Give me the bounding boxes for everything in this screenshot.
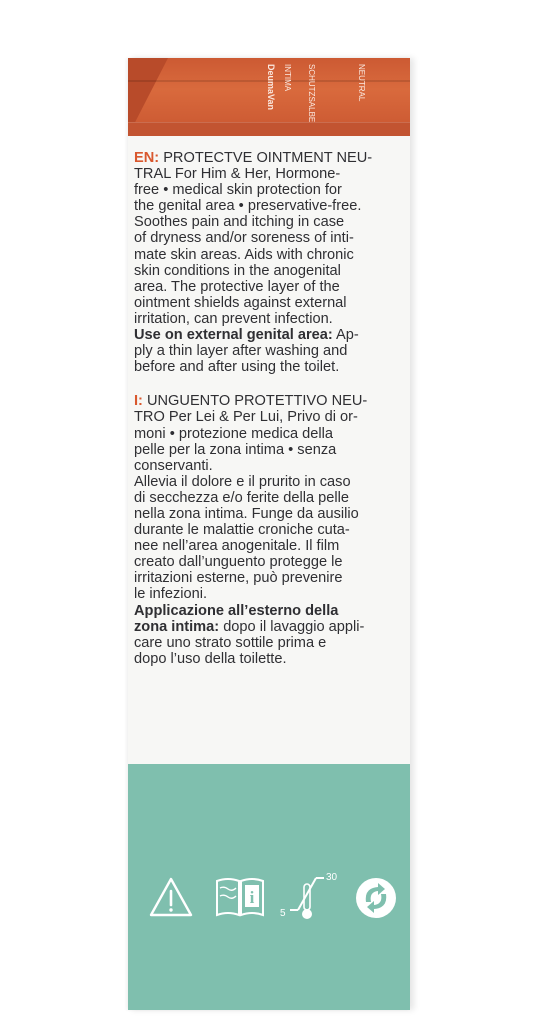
it-body-line: irritazioni esterne, può prevenire bbox=[134, 570, 343, 587]
it-use-line bbox=[134, 619, 406, 635]
it-title-1: UNGUENTO PROTETTIVO NEU- bbox=[142, 393, 368, 410]
it-use-label-2: zona intima: bbox=[134, 618, 220, 635]
it-body-line: durante le malattie croniche cuta- bbox=[134, 522, 350, 539]
en-title-line bbox=[134, 150, 406, 166]
info-glyph: i bbox=[249, 888, 255, 907]
flap-brand-text: DeumaVan bbox=[266, 64, 276, 111]
it-body-line: le infezioni. bbox=[134, 586, 208, 603]
it-body-line: conservanti. bbox=[134, 457, 213, 474]
it-body-0: • protezione medica della bbox=[165, 425, 333, 442]
en-title-3: free bbox=[134, 182, 160, 199]
temp-min-label: 5 bbox=[280, 908, 286, 919]
en-use-line: before and after using the toilet. bbox=[134, 359, 340, 376]
en-body-line: of dryness and/or soreness of inti- bbox=[134, 230, 354, 247]
it-body-line: di secchezza e/o ferite della pelle bbox=[134, 489, 349, 506]
symbol-row bbox=[140, 870, 400, 926]
it-body-line: Allevia il dolore e il prurito in caso bbox=[134, 473, 351, 490]
en-use-label: Use on external genital area: bbox=[134, 327, 333, 344]
it-use-line: dopo l’uso della toilette. bbox=[134, 650, 287, 667]
it-use-line: care uno strato sottile prima e bbox=[134, 634, 327, 651]
en-use-text-1: Ap- bbox=[332, 327, 359, 344]
en-title-1: PROTECTVE OINTMENT NEU- bbox=[159, 150, 373, 166]
en-body-line: ointment shields against external bbox=[134, 294, 347, 311]
recycle-icon bbox=[354, 876, 398, 920]
en-body-line: mate skin areas. Aids with chronic bbox=[134, 246, 354, 263]
read-instructions-icon bbox=[214, 874, 266, 920]
flap-product-text: SCHUTZSALBE bbox=[307, 64, 316, 123]
en-use-line bbox=[134, 327, 406, 343]
flap-variant-text: NEUTRAL bbox=[357, 64, 366, 102]
label-text bbox=[134, 150, 406, 667]
en-use-line: ply a thin layer after washing and bbox=[134, 343, 348, 360]
en-body-line: area. The protective layer of the bbox=[134, 278, 340, 295]
it-title-line bbox=[134, 393, 406, 409]
it-body-line: creato dall’unguento protegge le bbox=[134, 554, 343, 571]
en-code: EN: bbox=[134, 150, 160, 166]
en-title-line bbox=[134, 182, 406, 198]
it-body-line: nella zona intima. Funge da ausilio bbox=[134, 505, 359, 522]
it-body-line: pelle per la zona intima • senza bbox=[134, 441, 337, 458]
temperature-limit-icon bbox=[280, 870, 344, 926]
en-body-line: skin conditions in the anogenital bbox=[134, 262, 341, 279]
en-title-line: TRAL For Him & Her, Hormone- bbox=[134, 166, 341, 183]
it-title-3: moni bbox=[134, 425, 166, 442]
en-body-line: Soothes pain and itching in case bbox=[134, 214, 345, 231]
en-body-line: the genital area • preservative-free. bbox=[134, 198, 362, 215]
temp-max-label: 30 bbox=[326, 872, 338, 883]
section-gap bbox=[134, 375, 406, 393]
it-title-line: TRO Per Lei & Per Lui, Privo di or- bbox=[134, 409, 358, 426]
it-use-text-1: dopo il lavaggio appli- bbox=[219, 618, 365, 635]
box-top-flap bbox=[128, 58, 410, 136]
en-body-line: irritation, can prevent infection. bbox=[134, 310, 333, 327]
flap-band bbox=[128, 122, 410, 136]
it-use-line: Applicazione all’esterno della bbox=[134, 602, 339, 619]
it-body-line: nee nell’area anogenitale. Il film bbox=[134, 538, 340, 555]
it-title-line bbox=[134, 426, 406, 442]
it-code: I: bbox=[134, 393, 143, 410]
product-box-side bbox=[128, 58, 410, 1010]
flap-subtitle-text: INTIMA bbox=[283, 64, 292, 92]
green-band bbox=[128, 764, 410, 1010]
warning-icon bbox=[148, 876, 194, 918]
en-body-0: • medical skin protection for bbox=[159, 182, 342, 199]
